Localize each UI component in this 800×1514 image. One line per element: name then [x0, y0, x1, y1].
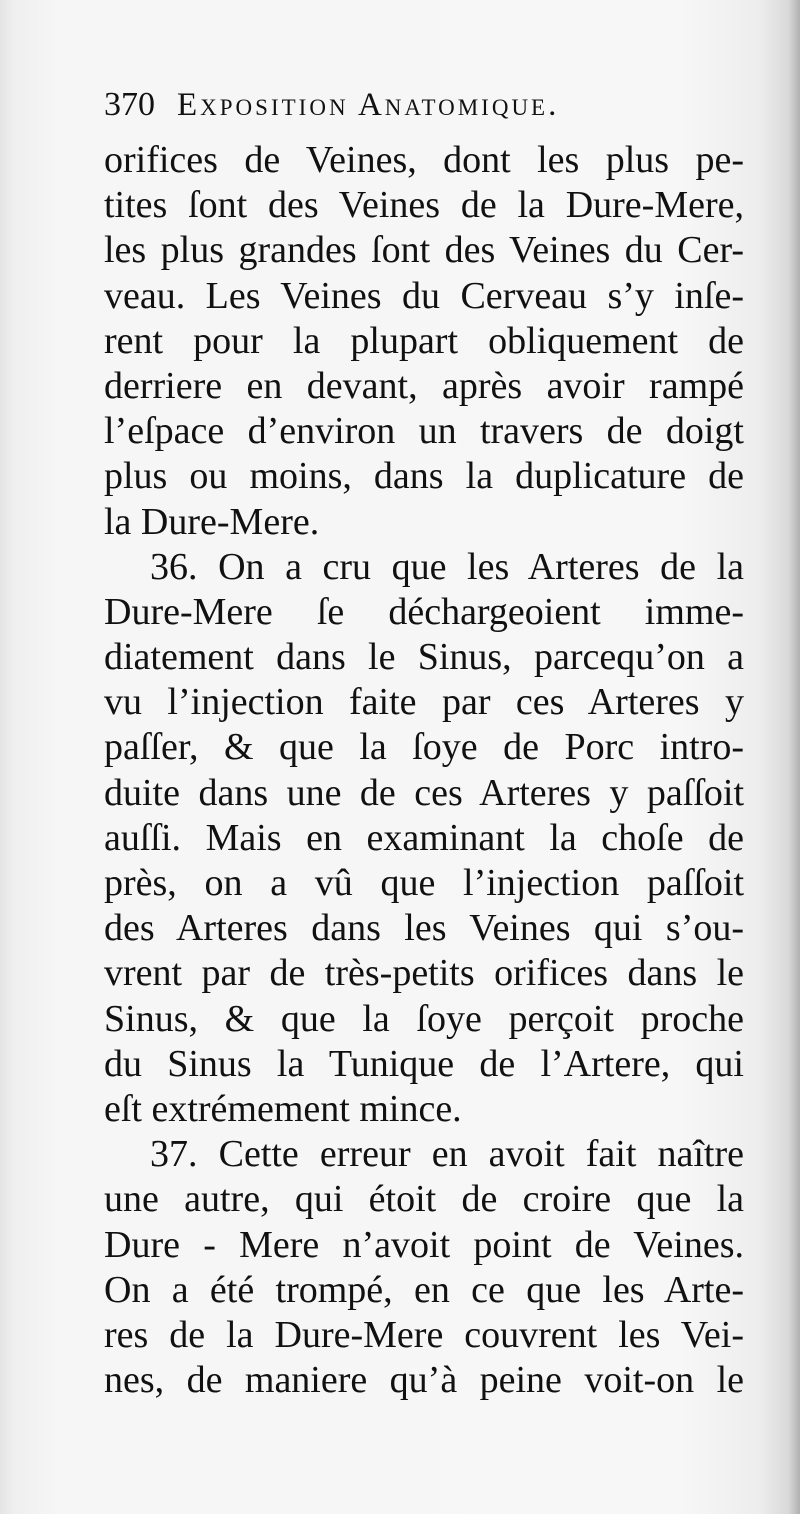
text-line: res de la Dure-Mere couvrent les Vei-: [104, 1313, 744, 1356]
text-line: vu l’injection faite par ces Arteres y: [104, 681, 744, 724]
text-line: vrent par de très-petits orifices dans le: [104, 952, 744, 995]
text-line: eſt extrémement mince.: [104, 1087, 462, 1130]
text-line: les plus grandes ſont des Veines du Cer-: [104, 229, 744, 272]
text-line: paſſer, & que la ſoye de Porc intro-: [104, 726, 744, 769]
text-line: nes, de maniere qu’à peine voit-on le: [104, 1359, 744, 1402]
text-block: [104, 86, 744, 1403]
text-line: Dure-Mere ſe déchargeoient imme-: [104, 590, 744, 633]
text-line: des Arteres dans les Veines qui s’ou-: [104, 907, 744, 950]
text-line: tites ſont des Veines de la Dure-Mere,: [104, 184, 744, 227]
text-line: Sinus, & que la ſoye perçoit proche: [104, 997, 744, 1040]
text-line: une autre, qui étoit de croire que la: [104, 1178, 744, 1221]
text-line: près, on a vû que l’injection paſſoit: [104, 862, 744, 904]
page-edge-shadow: [788, 0, 800, 1514]
text-line: On a été trompé, en ce que les Arte-: [104, 1268, 744, 1311]
text-line: Dure - Mere n’avoit point de Veines.: [104, 1223, 744, 1266]
page-number: 370: [104, 86, 155, 123]
paragraph-36-first-line: 36. On a cru que les Arteres de la: [150, 545, 744, 588]
text-line: orifices de Veines, dont les plus pe-: [104, 139, 744, 181]
text-line: rent pour la plupart obliquement de: [104, 319, 744, 362]
paragraph-37-first-line: 37. Cette erreur en avoit fait naître: [150, 1133, 744, 1176]
running-title: Exposition Anatomique.: [177, 87, 560, 123]
text-line: auſſi. Mais en examinant la choſe de: [104, 816, 744, 859]
text-line: l’eſpace d’environ un travers de doigt: [104, 410, 744, 453]
text-line: derriere en devant, après avoir rampé: [104, 364, 744, 407]
text-line: veau. Les Veines du Cerveau s’y inſe-: [104, 274, 744, 317]
text-line: la Dure-Mere.: [104, 500, 320, 543]
text-line: duite dans une de ces Arteres y paſſoit: [104, 771, 744, 814]
text-line: diatement dans le Sinus, parcequ’on a: [104, 636, 744, 679]
running-head: [104, 86, 744, 138]
text-line: du Sinus la Tunique de l’Artere, qui: [104, 1042, 744, 1085]
text-line: plus ou moins, dans la duplicature de: [104, 455, 744, 498]
